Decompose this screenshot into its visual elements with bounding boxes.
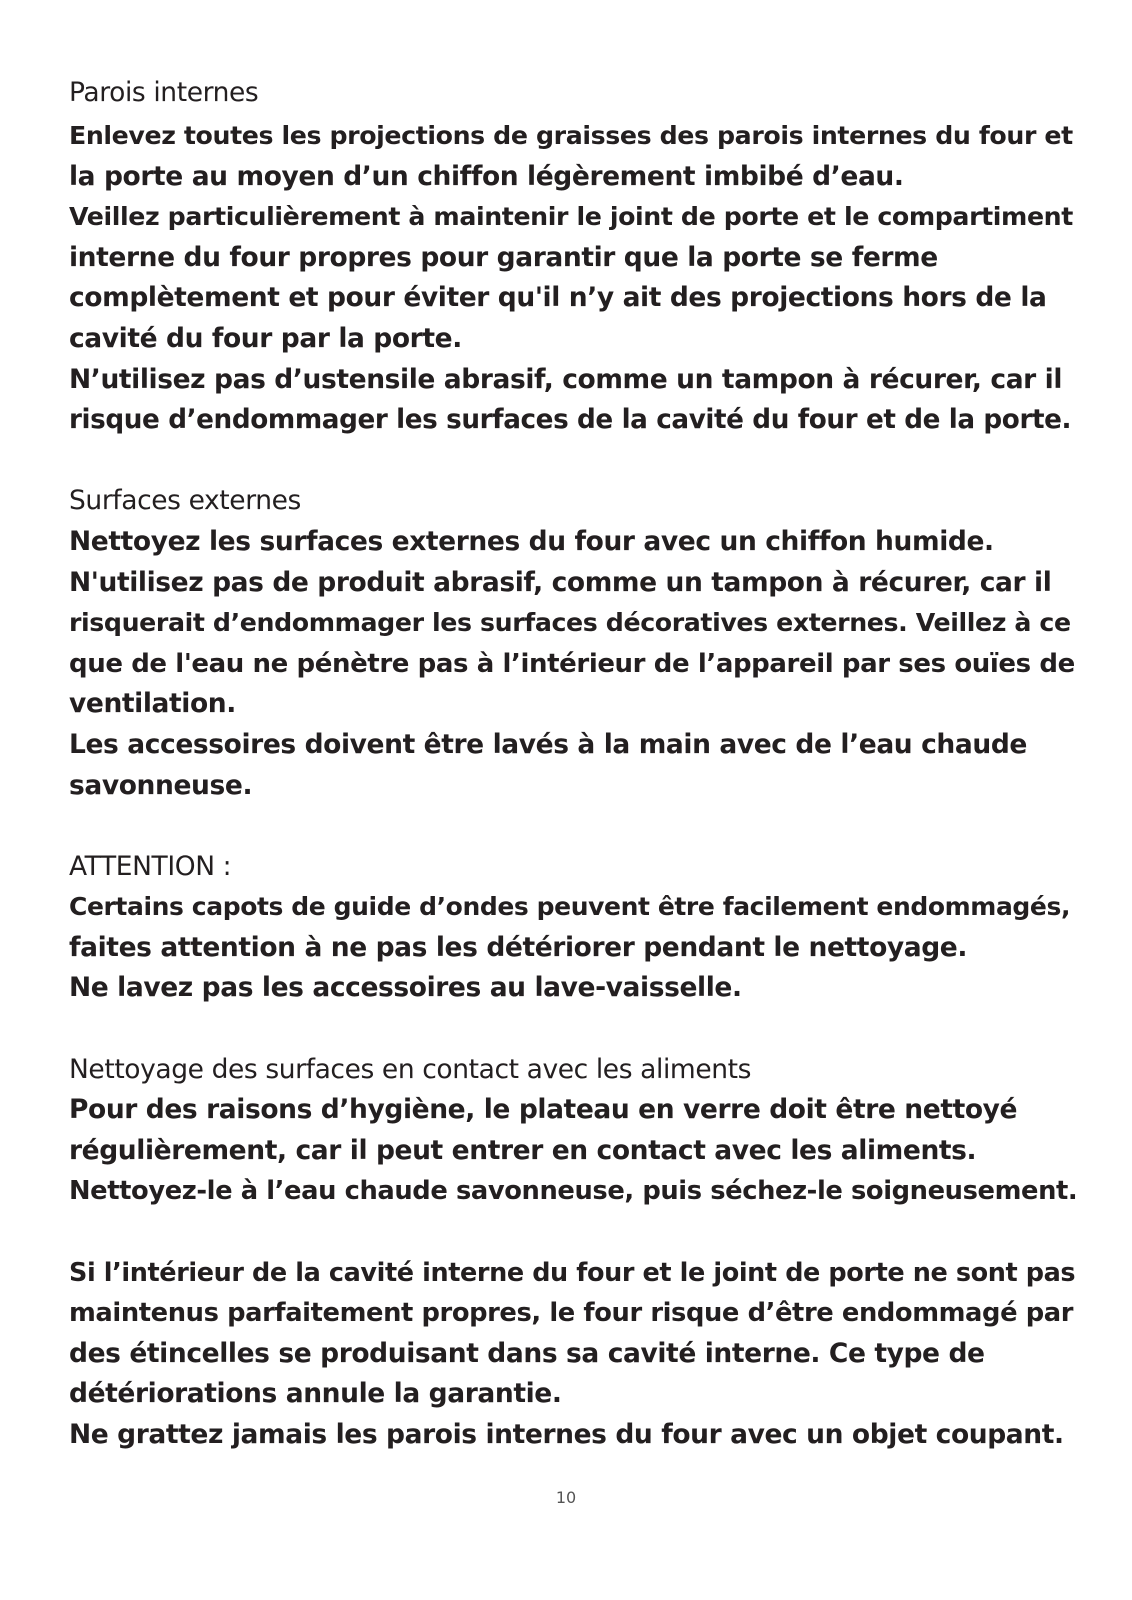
paragraph-line: Veillez particulièrement à maintenir le joint de porte et le compartiment <box>69 202 1073 232</box>
paragraph-line: complètement et pour éviter qu'il n’y ait des projections hors de la <box>69 282 1047 314</box>
paragraph-line: N’utilisez pas d’ustensile abrasif, comme un tampon à récurer, car il <box>69 363 1063 395</box>
section-surfaces-externes <box>69 481 1079 806</box>
paragraph-line: risquerait d’endommager les surfaces décoratives externes. Veillez à ce <box>69 608 1071 638</box>
section-nettoyage-surfaces-contact <box>69 1050 1079 1212</box>
paragraph-line: la porte au moyen d’un chiffon légèrement imbibé d’eau. <box>69 160 904 192</box>
paragraph-line: maintenus parfaitement propres, le four risque d’être endommagé par <box>69 1298 1074 1329</box>
section-heading: Surfaces externes <box>69 485 301 517</box>
paragraph-line: détériorations annule la garantie. <box>69 1378 562 1410</box>
section-spacer <box>69 441 1079 482</box>
paragraph-line: cavité du four par la porte. <box>69 322 462 354</box>
section-heading: Nettoyage des surfaces en contact avec les aliments <box>69 1053 752 1085</box>
page-number: 10 <box>555 1488 577 1507</box>
paragraph-line: Pour des raisons d’hygiène, le plateau en verre doit être nettoyé <box>69 1094 1018 1126</box>
paragraph-line: Si l’intérieur de la cavité interne du four et le joint de porte ne sont pas <box>69 1257 1076 1288</box>
section-spacer <box>69 1009 1079 1050</box>
paragraph-line: risque d’endommager les surfaces de la cavité du four et de la porte. <box>69 405 1072 436</box>
section-warning-note <box>69 1253 1079 1456</box>
section-heading: Parois internes <box>69 77 259 108</box>
paragraph-line: Ne grattez jamais les parois internes du four avec un objet coupant. <box>69 1419 1064 1450</box>
paragraph-line: des étincelles se produisant dans sa cavité interne. Ce type de <box>69 1337 985 1369</box>
paragraph-line: Les accessoires doivent être lavés à la main avec de l’eau chaude <box>69 728 1027 760</box>
paragraph-line: Certains capots de guide d’ondes peuvent être facilement endommagés, <box>69 892 1071 922</box>
section-attention <box>69 847 1079 1009</box>
paragraph-line: Ne lavez pas les accessoires au lave-vaisselle. <box>69 972 742 1004</box>
section-heading: ATTENTION : <box>69 850 232 882</box>
document-page <box>69 70 1079 1456</box>
paragraph-line: que de l'eau ne pénètre pas à l’intérieur de l’appareil par ses ouïes de <box>69 648 1075 679</box>
section-spacer <box>69 806 1079 847</box>
paragraph-line: régulièrement, car il peut entrer en contact avec les aliments. <box>69 1134 977 1166</box>
paragraph-line: Enlevez toutes les projections de graisses des parois internes du four et <box>69 121 1073 150</box>
section-spacer <box>69 1212 1079 1253</box>
paragraph-line: interne du four propres pour garantir que la porte se ferme <box>69 241 938 273</box>
paragraph-line: savonneuse. <box>69 769 253 801</box>
paragraph-line: N'utilisez pas de produit abrasif, comme un tampon à récurer, car il <box>69 566 1052 598</box>
paragraph-line: ventilation. <box>69 688 236 720</box>
paragraph-line: faites attention à ne pas les détériorer pendant le nettoyage. <box>69 931 968 963</box>
paragraph-line: Nettoyez les surfaces externes du four avec un chiffon humide. <box>69 525 994 557</box>
paragraph-line: Nettoyez-le à l’eau chaude savonneuse, puis séchez-le soigneusement. <box>69 1176 1078 1207</box>
section-parois-internes <box>69 70 1079 441</box>
